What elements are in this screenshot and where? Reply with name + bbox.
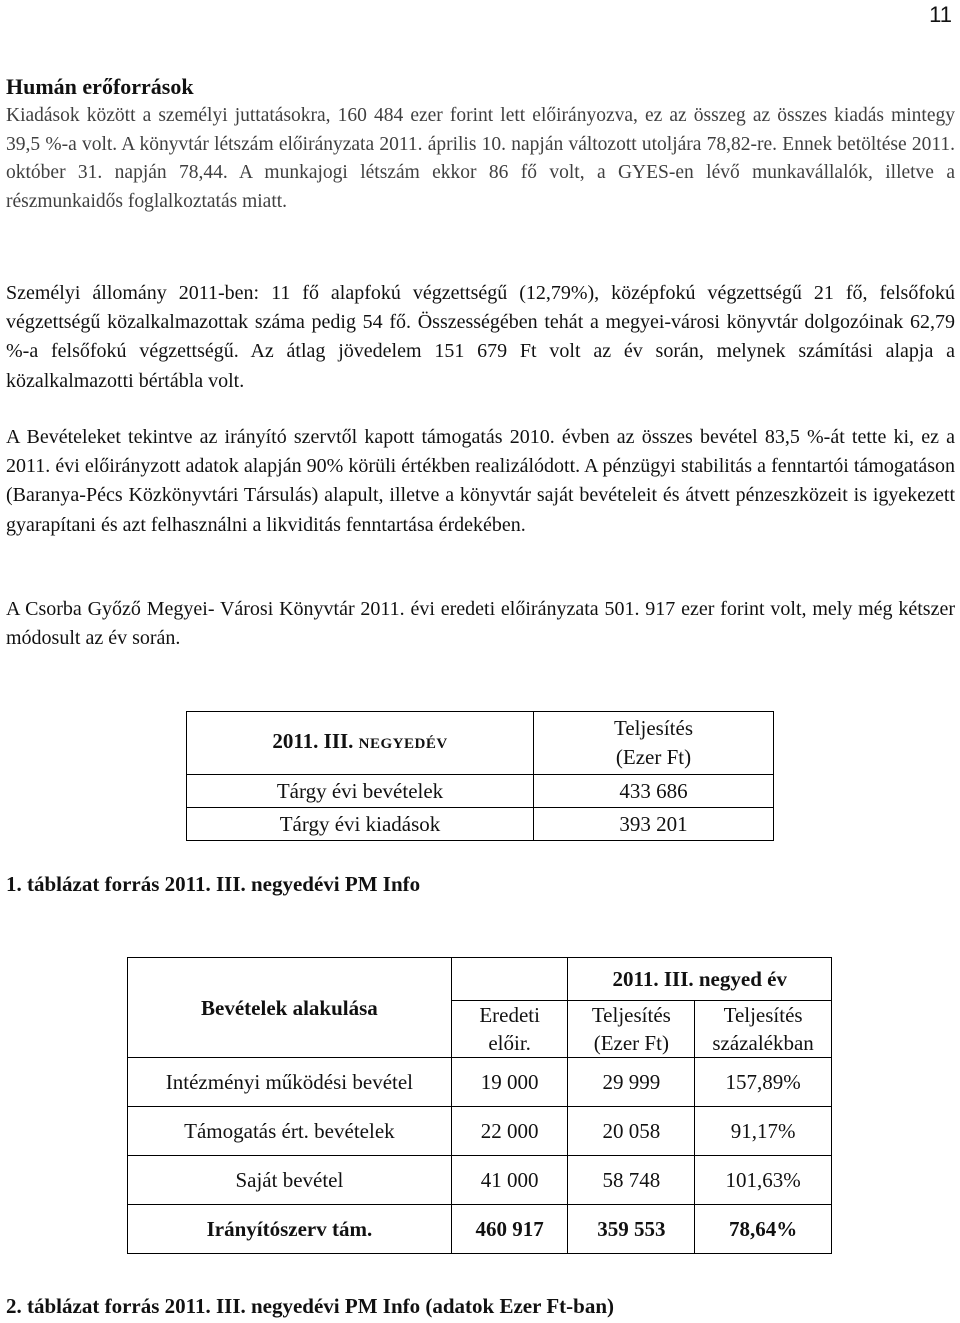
table2-row-original: 19 000 bbox=[451, 1058, 568, 1107]
table2-row-label: Irányítószerv tám. bbox=[128, 1205, 452, 1254]
table2-title: Bevételek alakulása bbox=[128, 958, 452, 1058]
paragraph-budget: A Csorba Győző Megyei- Városi Könyvtár 2011. évi eredeti előirányzata 501. 917 ezer forint volt, mely még kétszer módosult az év során. bbox=[6, 598, 955, 650]
section-heading: Humán erőforrások bbox=[6, 74, 194, 99]
table1-row-label: Tárgy évi bevételek bbox=[187, 775, 534, 808]
table2-col-performance: Teljesítés (Ezer Ft) bbox=[568, 1001, 695, 1058]
table-row bbox=[128, 1058, 832, 1107]
paragraph-revenues: A Bevételeket tekintve az irányító szervtől kapott támogatás 2010. évben az összes bevétel 83,5 %-át tette ki, ez a 2011. évi előirányzott adatok alapján 90% körüli értékben realizálódott. A pénzügyi stabilitás a fenntartói támogatáson (Baranya-Pécs Közkönyvtári Társulás) alapult, illetve a könyvtár saját bevételeit és átvett pénzeszközeit is igyekezett gyarapítani és azt felhasználni a likviditás fenntartása érdekében. bbox=[6, 426, 955, 536]
table2-row-percent: 91,17% bbox=[695, 1107, 832, 1156]
table1-header-performance: Teljesítés (Ezer Ft) bbox=[534, 712, 774, 775]
table1-row-label: Tárgy évi kiadások bbox=[187, 808, 534, 841]
table2-row-performance: 58 748 bbox=[568, 1156, 695, 1205]
table2-caption: 2. táblázat forrás 2011. III. negyedévi PM Info (adatok Ezer Ft-ban) bbox=[6, 1294, 614, 1318]
table2-row-performance: 20 058 bbox=[568, 1107, 695, 1156]
performance-table bbox=[186, 711, 774, 841]
table2-row-percent: 157,89% bbox=[695, 1058, 832, 1107]
table-row bbox=[187, 808, 774, 841]
table2-row-original: 22 000 bbox=[451, 1107, 568, 1156]
table1-row-value: 393 201 bbox=[534, 808, 774, 841]
table1-header-period: 2011. III. NEGYEDÉV bbox=[187, 712, 534, 775]
table1-caption: 1. táblázat forrás 2011. III. negyedévi PM Info bbox=[6, 872, 421, 896]
revenue-table bbox=[127, 957, 832, 1254]
table1-row-value: 433 686 bbox=[534, 775, 774, 808]
table2-row-label: Támogatás ért. bevételek bbox=[128, 1107, 452, 1156]
table2-row-performance: 29 999 bbox=[568, 1058, 695, 1107]
page-number: 11 bbox=[929, 2, 952, 27]
table2-row-original: 41 000 bbox=[451, 1156, 568, 1205]
table-row bbox=[128, 1205, 832, 1254]
table2-row-label: Saját bevétel bbox=[128, 1156, 452, 1205]
table-row bbox=[128, 1107, 832, 1156]
table2-row-percent: 101,63% bbox=[695, 1156, 832, 1205]
table2-row-performance: 359 553 bbox=[568, 1205, 695, 1254]
table-row bbox=[128, 1156, 832, 1205]
paragraph-staff: Személyi állomány 2011-ben: 11 fő alapfokú végzettségű (12,79%), középfokú végzettségű 21 fő, felsőfokú végzettségű közalkalmazottak száma pedig 54 fő. Összességében tehát a megyei-városi könyvtár dolgozóinak 62,79 %-a felsőfokú végzettségű. Az átlag jövedelem 151 679 Ft volt az év során, melynek számítási alapja a közalkalmazotti bértábla volt. bbox=[6, 282, 955, 392]
table2-col-original: Eredeti előir. bbox=[451, 1001, 568, 1058]
table2-row-percent: 78,64% bbox=[695, 1205, 832, 1254]
paragraph-expenses: Kiadások között a személyi juttatásokra, 160 484 ezer forint lett előirányozva, ez az összeg az összes kiadás mintegy 39,5 %-a volt. A könyvtár létszám előirányzata 2011. április 10. napján változott utoljára 78,82-re. Ennek betöltése 2011. október 31. napján 78,44. A munkajogi létszám ekkor 86 fő volt, a GYES-en lévő munkavállalók, illetve a részmunkaidős foglalkoztatás miatt. bbox=[6, 105, 955, 212]
table-row bbox=[187, 775, 774, 808]
table2-period: 2011. III. negyed év bbox=[568, 958, 832, 1001]
table2-row-label: Intézményi működési bevétel bbox=[128, 1058, 452, 1107]
table2-row-original: 460 917 bbox=[451, 1205, 568, 1254]
table2-col-percent: Teljesítés százalékban bbox=[695, 1001, 832, 1058]
table2-period-spacer bbox=[451, 958, 568, 1001]
